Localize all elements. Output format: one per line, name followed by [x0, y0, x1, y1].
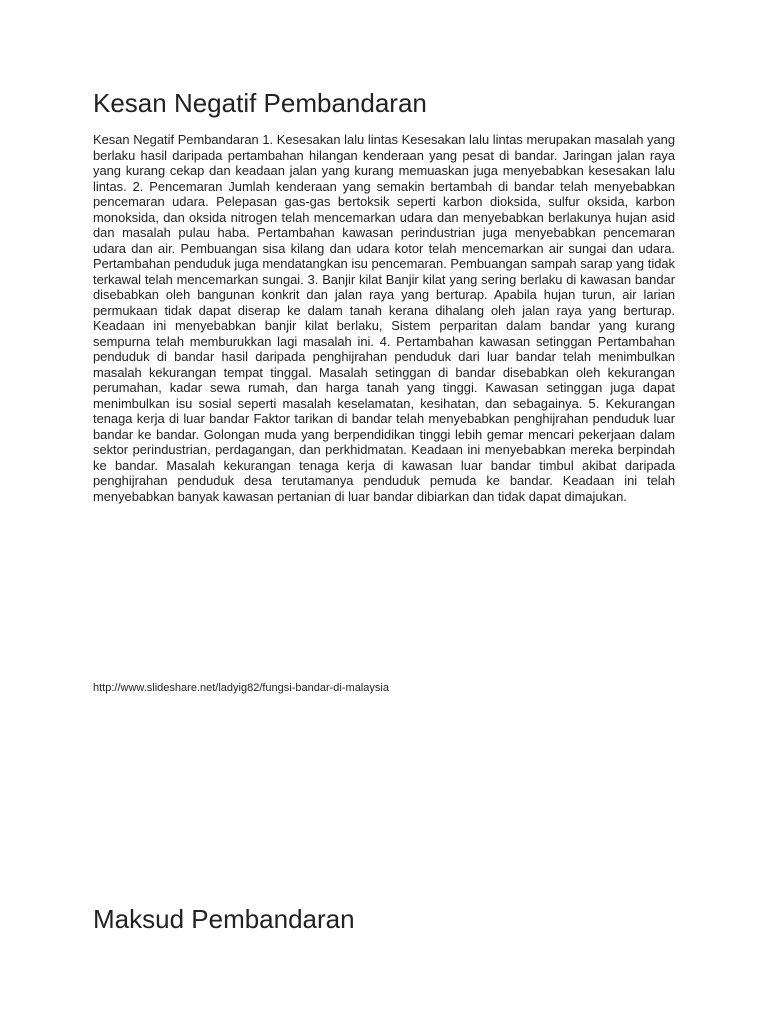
- article-body-paragraph: Kesan Negatif Pembandaran 1. Kesesakan lalu lintas Kesesakan lalu lintas merupakan masalah yang berlaku hasil daripada pertambahan hilangan kenderaan yang pesat di bandar. Jaringan jalan raya yang kurang cekap dan keadaan jalan yang kurang memuaskan juga menyebabkan kesesakan lalu lintas. 2. Pencemaran Jumlah kenderaan yang semakin bertambah di bandar telah menyebabkan pencemaran udara. Pelepasan gas-gas bertoksik seperti karbon dioksida, sulfur oksida, karbon monoksida, dan oksida nitrogen telah mencemarkan udara dan menyebabkan berlakunya hujan asid dan masalah pulau haba. Pertambahan kawasan perindustrian juga menyebabkan pencemaran udara dan air. Pembuangan sisa kilang dan udara kotor telah mencemarkan air sungai dan udara. Pertambahan penduduk juga mendatangkan isu pencemaran. Pembuangan sampah sarap yang tidak terkawal telah mencemarkan sungai. 3. Banjir kilat Banjir kilat yang sering berlaku di kawasan bandar disebabkan oleh bangunan konkrit dan jalan raya yang berturap. Apabila hujan turun, air larian permukaan tidak dapat diserap ke dalam tanah kerana dihalang oleh jalan raya yang berturap. Keadaan ini menyebabkan banjir kilat berlaku, Sistem perparitan dalam bandar yang kurang sempurna telah memburukkan lagi masalah ini. 4. Pertambahan kawasan setinggan Pertambahan penduduk di bandar hasil daripada penghijrahan penduduk dari luar bandar telah menimbulkan masalah kekurangan tempat tinggal. Masalah setinggan di bandar disebabkan oleh kekurangan perumahan, kadar sewa rumah, dan harga tanah yang tinggi. Kawasan setinggan juga dapat menimbulkan isu sosial seperti masalah keselamatan, kesihatan, dan sebagainya. 5. Kekurangan tenaga kerja di luar bandar Faktor tarikan di bandar telah menyebabkan penghijrahan penduduk luar bandar ke bandar. Golongan muda yang berpendidikan tinggi lebih gemar mencari pekerjaan dalam sektor perindustrian, perdagangan, dan perkhidmatan. Keadaan ini menyebabkan mereka berpindah ke bandar. Masalah kekurangan tenaga kerja di kawasan luar bandar timbul akibat daripada penghijrahan penduduk desa terutamanya penduduk pemuda ke bandar. Keadaan ini telah menyebabkan banyak kawasan pertanian di luar bandar dibiarkan dan tidak dapat dimajukan.: [93, 132, 675, 504]
- section-title-maksud: Maksud Pembandaran: [93, 904, 355, 934]
- section-title-kesan-negatif: Kesan Negatif Pembandaran: [93, 88, 427, 118]
- source-url-link[interactable]: http://www.slideshare.net/ladyig82/fungsi-bandar-di-malaysia: [93, 682, 389, 694]
